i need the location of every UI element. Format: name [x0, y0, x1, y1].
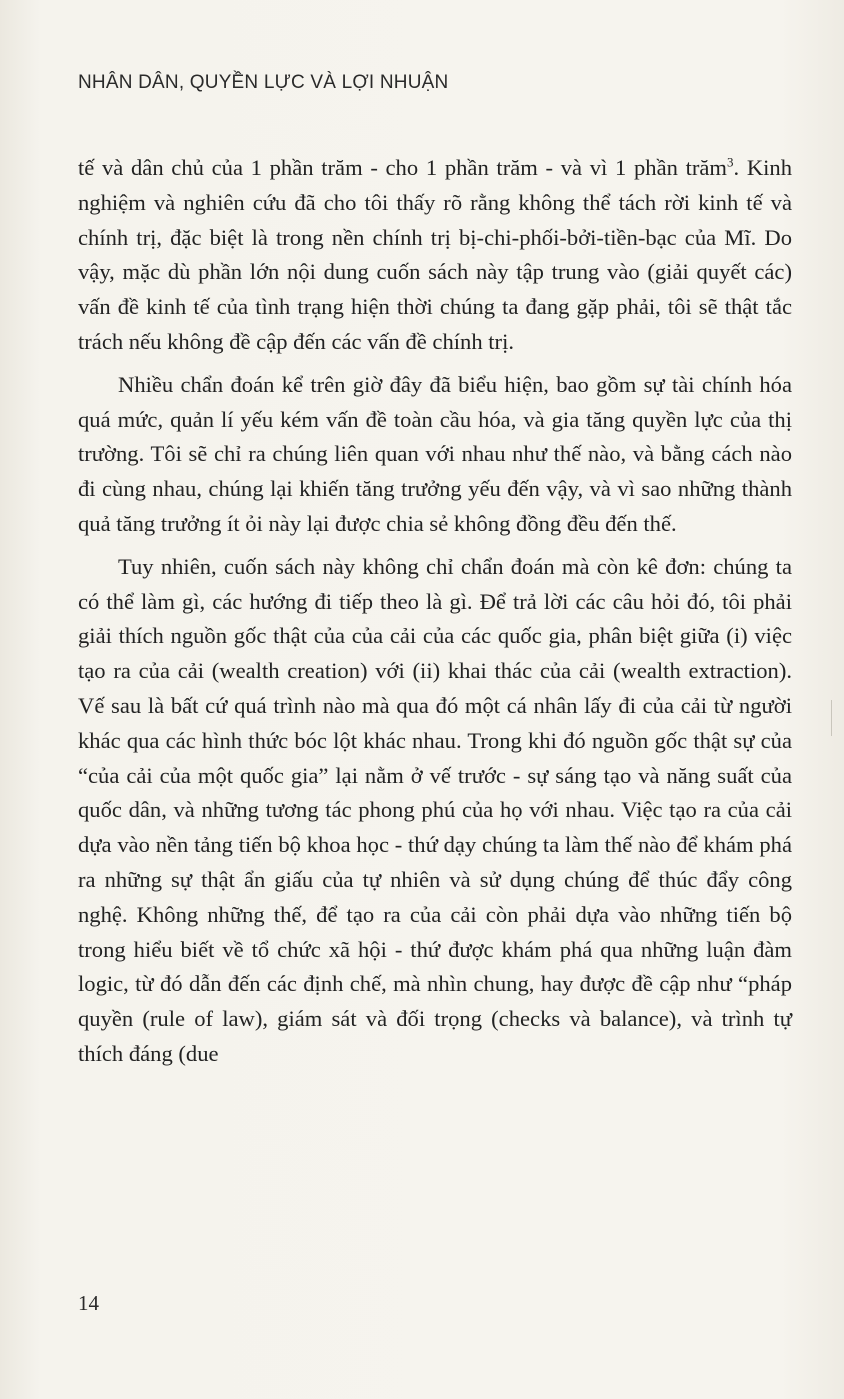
paragraph-1-text-start: tế và dân chủ của 1 phần trăm - cho 1 phần trăm - và vì 1 phần trăm	[78, 155, 727, 180]
page-number: 14	[78, 1291, 99, 1315]
running-header: NHÂN DÂN, QUYỀN LỰC VÀ LỢI NHUẬN	[78, 72, 449, 93]
body-text	[78, 151, 792, 1072]
paragraph-1-text-end: . Kinh nghiệm và nghiên cứu đã cho tôi thấy rõ rằng không thể tách rời kinh tế và chính trị, đặc biệt là trong nền chính trị bị-chi-phối-bởi-tiền-bạc của Mĩ. Do vậy, mặc dù phần lớn nội dung cuốn sách này tập trung vào (giải quyết các) vấn đề kinh tế của tình trạng hiện thời chúng ta đang gặp phải, tôi sẽ thật tắc trách nếu không đề cập đến các vấn đề chính trị.	[78, 155, 793, 354]
margin-mark	[831, 700, 832, 736]
footnote-reference[interactable]: 3	[726, 154, 734, 170]
paragraph-3: Tuy nhiên, cuốn sách này không chỉ chẩn đoán mà còn kê đơn: chúng ta có thể làm gì, các hướng đi tiếp theo là gì. Để trả lời các câu hỏi đó, tôi phải giải thích nguồn gốc thật của của cải của các quốc gia, phân biệt giữa (i) việc tạo ra của cải (wealth creation) với (ii) khai thác của cải (wealth extraction). Vế sau là bất cứ quá trình nào mà qua đó một cá nhân lấy đi của cải từ người khác qua các hình thức bóc lột khác nhau. Trong khi đó nguồn gốc thật sự của “của cải của một quốc gia” lại nằm ở vế trước - sự sáng tạo và năng suất của quốc dân, và những tương tác phong phú của họ với nhau. Việc tạo ra của cải dựa vào nền tảng tiến bộ khoa học - thứ dạy chúng ta làm thế nào để khám phá ra những sự thật ẩn giấu của tự nhiên và sử dụng chúng để thúc đẩy công nghệ. Không những thế, để tạo ra của cải còn phải dựa vào những tiến bộ trong hiểu biết về tổ chức xã hội - thứ được khám phá qua những luận đàm logic, từ đó dẫn đến các định chế, mà nhìn chung, hay được đề cập như “pháp quyền (rule of law), giám sát và đối trọng (checks và balance), và trình tự thích đáng (due	[78, 553, 792, 1066]
paragraph-2: Nhiều chẩn đoán kể trên giờ đây đã biểu hiện, bao gồm sự tài chính hóa quá mức, quản lí yếu kém vấn đề toàn cầu hóa, và gia tăng quyền lực của thị trường. Tôi sẽ chỉ ra chúng liên quan với nhau như thế nào, và bằng cách nào đi cùng nhau, chúng lại khiến tăng trưởng yếu đến vậy, và vì sao những thành quả tăng trưởng ít ỏi này lại được chia sẻ không đồng đều đến thế.	[78, 371, 792, 536]
paragraph-1	[78, 151, 792, 360]
